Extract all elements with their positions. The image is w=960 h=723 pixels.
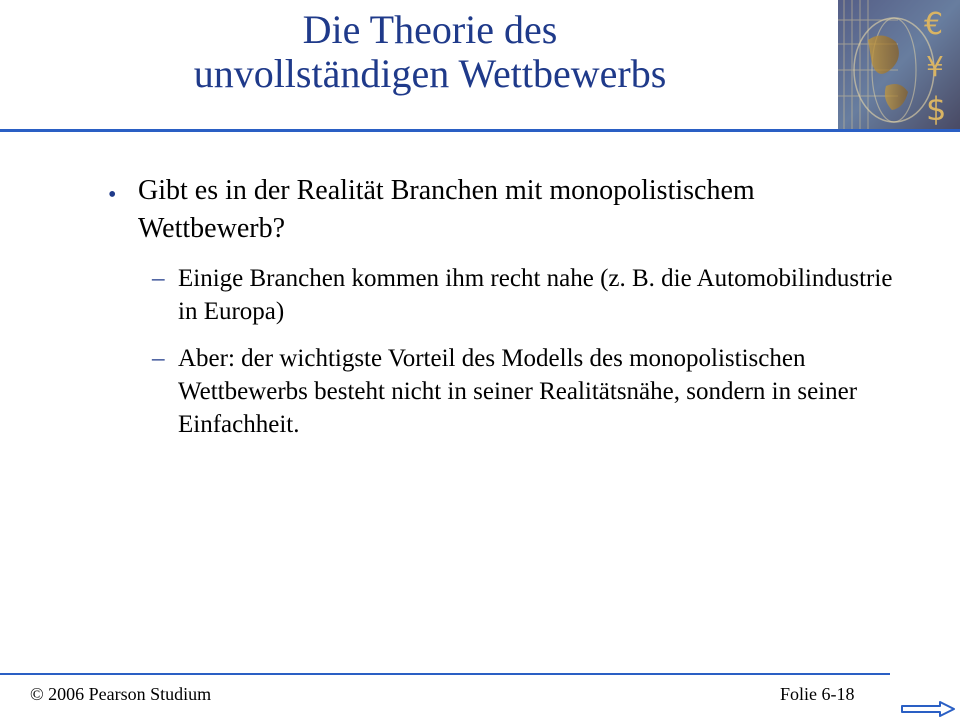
slide-body bbox=[108, 172, 908, 441]
dash-marker: – bbox=[152, 345, 165, 372]
sub-item-1 bbox=[108, 262, 908, 328]
dollar-symbol: $ bbox=[926, 90, 947, 128]
arrow-right-icon[interactable] bbox=[900, 700, 956, 718]
title-line-2: unvollständigen Wettbewerbs bbox=[193, 51, 667, 96]
yen-symbol: ¥ bbox=[926, 50, 944, 83]
euro-symbol: € bbox=[924, 7, 944, 42]
sub-item-text: Einige Branchen kommen ihm recht nahe (z. B. die Automobilindustrie in Europa) bbox=[178, 265, 893, 325]
title-line-1: Die Theorie des bbox=[302, 7, 558, 52]
bullet-text: Gibt es in der Realität Branchen mit monopolistischem Wettbewerb? bbox=[138, 175, 755, 244]
copyright-text: © 2006 Pearson Studium bbox=[30, 684, 212, 704]
bullet-item bbox=[108, 172, 908, 248]
bullet-marker: • bbox=[108, 182, 117, 208]
logo-graphic bbox=[838, 0, 960, 130]
title-divider bbox=[0, 129, 960, 132]
footer-divider bbox=[0, 673, 890, 675]
dash-marker: – bbox=[152, 265, 165, 292]
sub-item-2 bbox=[108, 342, 908, 441]
currency-globe-logo bbox=[838, 0, 960, 130]
slide-title bbox=[60, 8, 800, 96]
sub-item-text: Aber: der wichtigste Vorteil des Modells des monopolistischen Wettbewerbs besteht nicht in seiner Realitätsnähe, sondern in seiner Einfachheit. bbox=[178, 345, 858, 438]
slide-number: Folie 6-18 bbox=[780, 684, 855, 704]
